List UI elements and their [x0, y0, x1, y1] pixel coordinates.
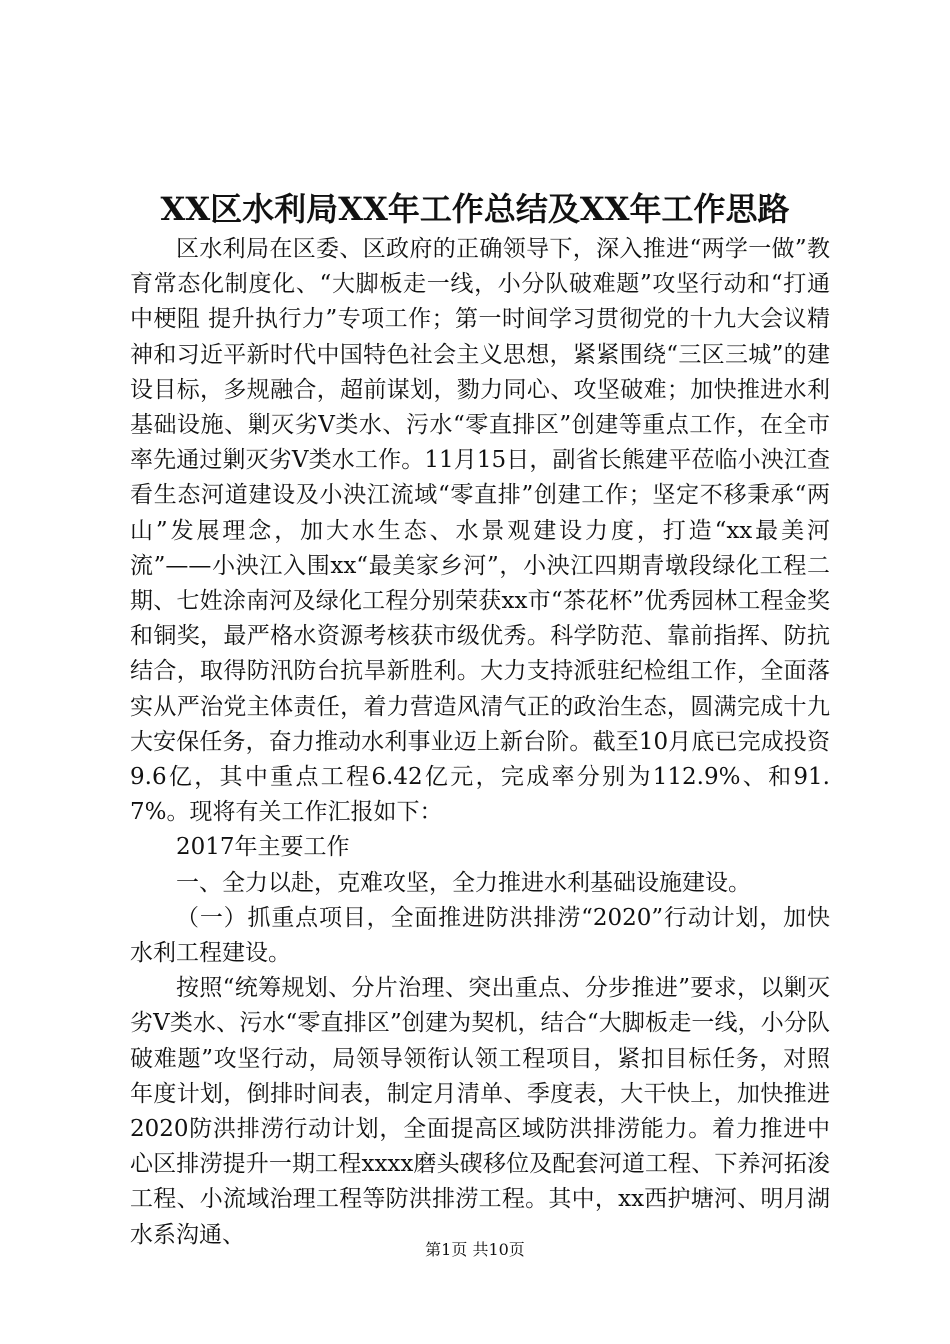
paragraph-intro: 区水利局在区委、区政府的正确领导下，深入推进“两学一做”教育常态化制度化、“大脚板走一线，小分队破难题”攻坚行动和“打通中梗阻 提升执行力”专项工作；第一时间学习贯彻党的十九大会议精神和习近平新时代中国特色社会主义思想，紧紧围绕“三区三城”的建设目标，多规融合，超前谋划，勠力同心、攻坚破难；加快推进水利基础设施、剿灭劣Ⅴ类水、污水“零直排区”创建等重点工作，在全市率先通过剿灭劣Ⅴ类水工作。11月15日，副省长熊建平莅临小泱江查看生态河道建设及小泱江流域“零直排”创建工作；坚定不移秉承“两山”发展理念，加大水生态、水景观建设力度，打造“xx最美河流”——小泱江入围xx“最美家乡河”，小泱江四期青墩段绿化工程二期、七姓涂南河及绿化工程分别荣获xx市“茶花杯”优秀园林工程金奖和铜奖，最严格水资源考核获市级优秀。科学防范、靠前指挥、防抗结合，取得防汛防台抗旱新胜利。大力支持派驻纪检组工作，全面落实从严治党主体责任，着力营造风清气正的政治生态，圆满完成十九大安保任务，奋力推动水利事业迈上新台阶。截至10月底已完成投资9.6亿，其中重点工程6.42亿元，完成率分别为112.9%、和91.7%。现将有关工作汇报如下：: [130, 236, 830, 826]
paragraph-heading-level1: 一、全力以赴，克难攻坚，全力推进水利基础设施建设。: [176, 869, 751, 896]
page-footer: 第1页 共10页: [425, 1240, 525, 1259]
paragraph-body: 按照“统筹规划、分片治理、突出重点、分步推进”要求，以剿灭劣Ⅴ类水、污水“零直排区”创建为契机，结合“大脚板走一线，小分队破难题”攻坚行动，局领导领衔认领工程项目，紧扣目标任务，对照年度计划，倒排时间表，制定月清单、季度表，大干快上，加快推进2020防洪排涝行动计划，全面提高区域防洪排涝能力。着力推进中心区排涝提升一期工程xxxx磨头碶移位及配套河道工程、下养河拓浚工程、小流域治理工程等防洪排涝工程。其中，xx西护塘河、明月湖水系沟通、: [130, 975, 830, 1248]
document-title: XX区水利局XX年工作总结及XX年工作思路: [160, 190, 790, 228]
paragraph-section-heading: 2017年主要工作: [176, 834, 350, 861]
document-body: [130, 232, 830, 1253]
paragraph-heading-level2: （一）抓重点项目，全面推进防洪排涝“2020”行动计划，加快水利工程建设。: [130, 904, 830, 967]
